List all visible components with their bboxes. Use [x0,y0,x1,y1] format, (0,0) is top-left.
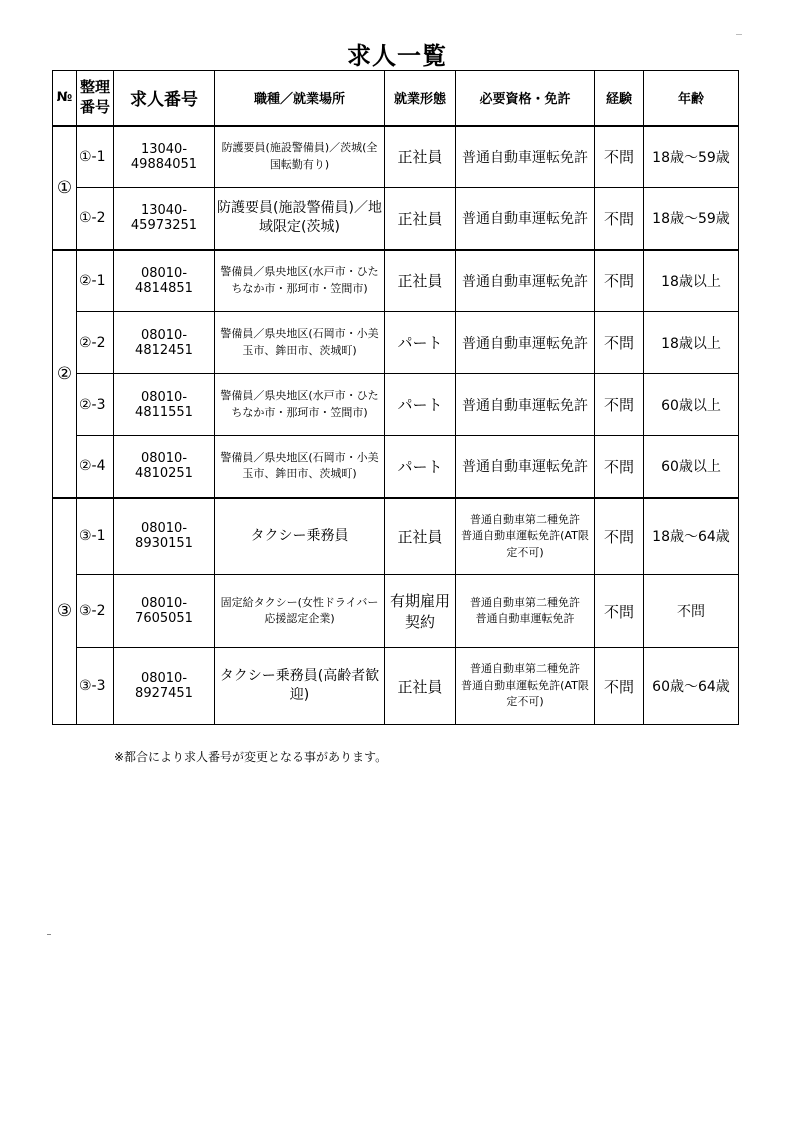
table-body [53,126,739,725]
job-number: 08010-7605051 [114,575,215,648]
license: 普通自動車第二種免許 普通自動車運転免許(AT限定不可) [456,648,595,725]
header-sub-number: 整理 番号 [77,71,114,126]
experience: 不問 [595,250,644,312]
job-location: 警備員／県央地区(石岡市・小美玉市、鉾田市、茨城町) [215,312,385,374]
job-number: 08010-8930151 [114,498,215,575]
header-no: № [53,71,77,126]
job-location: 防護要員(施設警備員)／地域限定(茨城) [215,188,385,250]
license: 普通自動車運転免許 [456,436,595,498]
job-location: 警備員／県央地区(水戸市・ひたちなか市・那珂市・笠間市) [215,250,385,312]
job-number: 08010-8927451 [114,648,215,725]
sub-number: ①-2 [77,188,114,250]
experience: 不問 [595,498,644,575]
experience: 不問 [595,188,644,250]
employment-type: 正社員 [385,648,456,725]
job-location: タクシー乗務員(高齢者歓迎) [215,648,385,725]
job-number: 08010-4810251 [114,436,215,498]
license: 普通自動車運転免許 [456,250,595,312]
age: 18歳～59歳 [644,126,739,188]
job-location: 警備員／県央地区(水戸市・ひたちなか市・那珂市・笠間市) [215,374,385,436]
table-row [53,648,739,725]
job-number: 08010-4814851 [114,250,215,312]
employment-type: パート [385,436,456,498]
license: 普通自動車運転免許 [456,374,595,436]
job-listing-table-wrapper [52,70,738,725]
job-number: 13040-45973251 [114,188,215,250]
employment-type: 正社員 [385,188,456,250]
employment-type: 有期雇用契約 [385,575,456,648]
table-row [53,250,739,312]
sub-number: ③-2 [77,575,114,648]
experience: 不問 [595,648,644,725]
sub-number: ②-3 [77,374,114,436]
table-row [53,575,739,648]
footnote: ※都合により求人番号が変更となる事があります。 [114,750,388,764]
sub-number: ②-4 [77,436,114,498]
header-age: 年齢 [644,71,739,126]
age: 60歳以上 [644,436,739,498]
license: 普通自動車運転免許 [456,312,595,374]
header-license: 必要資格・免許 [456,71,595,126]
job-listing-table [52,70,739,725]
employment-type: パート [385,374,456,436]
experience: 不問 [595,575,644,648]
license: 普通自動車運転免許 [456,188,595,250]
job-number: 08010-4811551 [114,374,215,436]
employment-type: 正社員 [385,498,456,575]
sub-number: ①-1 [77,126,114,188]
employment-type: 正社員 [385,250,456,312]
job-location: 防護要員(施設警備員)／茨城(全国転勤有り) [215,126,385,188]
table-row [53,374,739,436]
employment-type: 正社員 [385,126,456,188]
group-number: ③ [53,498,77,725]
age: 18歳以上 [644,250,739,312]
sub-number: ②-1 [77,250,114,312]
age: 60歳～64歳 [644,648,739,725]
job-location: タクシー乗務員 [215,498,385,575]
job-location: 警備員／県央地区(石岡市・小美玉市、鉾田市、茨城町) [215,436,385,498]
header-job-location: 職種／就業場所 [215,71,385,126]
sub-number: ②-2 [77,312,114,374]
job-number: 08010-4812451 [114,312,215,374]
table-row [53,498,739,575]
age: 18歳～64歳 [644,498,739,575]
header-job-number: 求人番号 [114,71,215,126]
sub-number: ③-3 [77,648,114,725]
header-row [53,71,739,126]
group-number: ① [53,126,77,250]
experience: 不問 [595,374,644,436]
sub-number: ③-1 [77,498,114,575]
experience: 不問 [595,126,644,188]
age: 不問 [644,575,739,648]
age: 60歳以上 [644,374,739,436]
table-row [53,436,739,498]
job-location: 固定給タクシー(女性ドライバー応援認定企業) [215,575,385,648]
job-number: 13040-49884051 [114,126,215,188]
license: 普通自動車運転免許 [456,126,595,188]
employment-type: パート [385,312,456,374]
margin-mark [47,934,51,935]
table-row [53,126,739,188]
license: 普通自動車第二種免許 普通自動車運転免許 [456,575,595,648]
header-experience: 経験 [595,71,644,126]
age: 18歳～59歳 [644,188,739,250]
page-title: 求人一覧 [347,42,447,70]
table-row [53,188,739,250]
group-number: ② [53,250,77,498]
experience: 不問 [595,436,644,498]
license: 普通自動車第二種免許 普通自動車運転免許(AT限定不可) [456,498,595,575]
header-employment-type: 就業形態 [385,71,456,126]
table-row [53,312,739,374]
corner-mark [736,34,742,35]
experience: 不問 [595,312,644,374]
age: 18歳以上 [644,312,739,374]
